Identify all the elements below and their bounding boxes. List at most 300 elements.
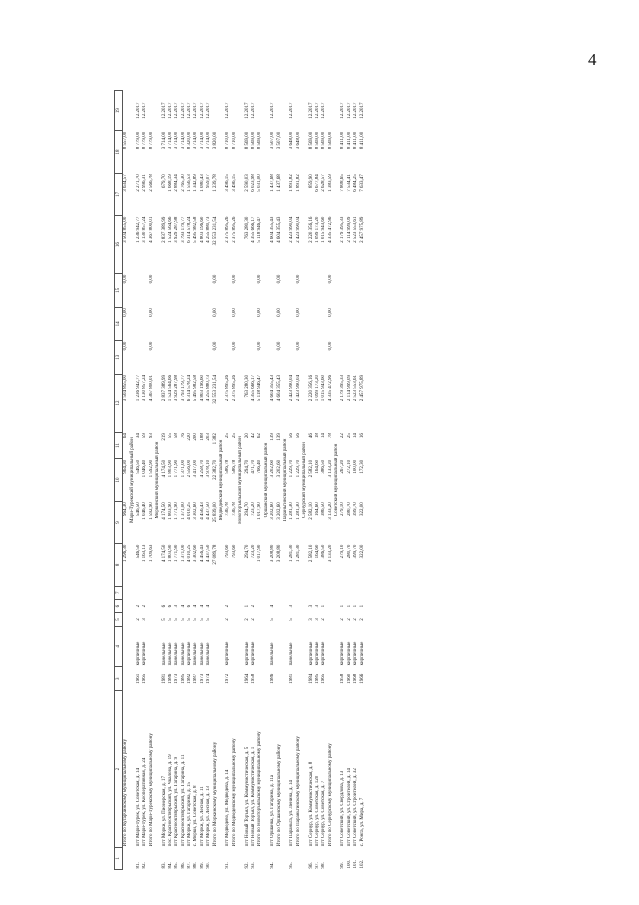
cell-col-7 xyxy=(359,586,365,599)
cell-col-18: 3 820,00 xyxy=(212,131,218,150)
cell-col-10: 1 803,90 xyxy=(167,459,173,478)
cell-col-1: 93. xyxy=(251,862,256,869)
table-row xyxy=(359,91,365,870)
column-number-row xyxy=(115,91,123,870)
cell-col-2: пгт Советский, ул. Строителей, д. 14 xyxy=(346,768,352,847)
cell-col-2: пгт Параньга, ул. Ленина, д. 14 xyxy=(289,780,295,847)
cell-col-4: кирпичные xyxy=(251,641,256,666)
cell-col-18: 3 714,00 xyxy=(199,131,205,150)
cell-col-5: 5 xyxy=(174,618,180,621)
cell-col-1: 82. xyxy=(142,862,148,869)
column-number-12: 12 xyxy=(115,374,123,432)
cell-col-2: пгт Медведево, ул. Медведева, д. 14 xyxy=(225,769,231,847)
cell-col-15: 0,00 xyxy=(276,274,282,284)
cell-col-18: 8 411,00 xyxy=(359,131,365,150)
cell-col-9: 546,50 xyxy=(135,502,141,516)
cell-col-1: 96. xyxy=(308,862,314,869)
cell-col-17: 2 628,57 xyxy=(321,174,327,192)
cell-col-13: 0,00 xyxy=(212,341,218,351)
cell-col-14: 0,00 xyxy=(148,308,154,317)
cell-col-4: панельные xyxy=(161,642,167,666)
cell-col-12: 2 114 999,09 xyxy=(346,375,352,402)
cell-col-9: 3 202,60 xyxy=(276,502,282,520)
cell-col-16: 1 524 564,66 xyxy=(167,216,173,243)
cell-col-16: 4 335 472,96 xyxy=(327,216,333,243)
cell-col-15: 0,00 xyxy=(123,274,129,284)
cell-col-1: 99. xyxy=(340,862,346,869)
cell-col-16: 5 118 946,47 xyxy=(257,216,263,243)
cell-col-5: 5 xyxy=(289,618,295,621)
cell-col-5: 2 xyxy=(353,618,359,621)
cell-col-8: 3 302,60 xyxy=(193,544,199,563)
column-number-17: 17 xyxy=(115,173,123,215)
cell-col-8: 4 456,43 xyxy=(199,544,205,563)
cell-col-14: 0,00 xyxy=(295,308,301,317)
cell-col-8: 3 133,20 xyxy=(327,544,333,563)
cell-col-15: 0,00 xyxy=(257,274,263,284)
cell-col-12: 1 099 173,20 xyxy=(314,375,320,402)
cell-col-10: 2 582,10 xyxy=(308,459,314,478)
cell-col-2: Итого по Новоторъяльскому муниципальному району xyxy=(257,731,263,847)
cell-col-15: 0,00 xyxy=(295,274,301,284)
column-number-8: 8 xyxy=(115,544,123,586)
cell-col-14 xyxy=(359,307,365,340)
cell-col-2: пгт Морки, ул. Гагарина, д. 15 xyxy=(187,781,193,847)
cell-col-11: 22 xyxy=(340,433,346,439)
cell-col-18: 8 569,00 xyxy=(321,131,327,150)
column-number-5: 5 xyxy=(115,613,123,626)
cell-col-10: 172,30 xyxy=(359,459,365,474)
page-number: 4 xyxy=(588,50,597,69)
cell-col-18: 8 320,00 xyxy=(187,131,193,150)
section-title: Советский муниципальный район xyxy=(334,443,340,517)
cell-col-18: 3 714,00 xyxy=(174,131,180,150)
cell-col-19: 12.2017 xyxy=(187,102,193,119)
cell-col-17: 1 342,89 xyxy=(193,174,199,192)
cell-col-8: 294,70 xyxy=(244,544,250,559)
cell-col-17: 1 891,82 xyxy=(295,174,301,192)
cell-col-12: 32 553 231,54 xyxy=(212,375,218,404)
column-number-2: 2 xyxy=(115,691,123,847)
cell-col-10: 267,20 xyxy=(340,459,346,474)
cell-col-9: 164,60 xyxy=(314,502,320,516)
column-number-1: 1 xyxy=(115,847,123,869)
cell-col-9: 736,78 xyxy=(225,502,231,516)
cell-col-16: 4 604 355,43 xyxy=(276,216,282,243)
cell-col-2: Итого по Оршанскому муниципальному району xyxy=(276,744,282,847)
cell-col-11: 139 xyxy=(276,433,282,441)
column-number-4: 4 xyxy=(115,626,123,666)
cell-col-18: 3 714,00 xyxy=(167,131,173,150)
cell-col-3: 1965 xyxy=(142,673,148,684)
cell-col-4 xyxy=(123,626,130,666)
cell-col-4: панельные xyxy=(180,642,186,666)
cell-col-5: 5 xyxy=(270,618,276,621)
cell-col-3: 1960 xyxy=(346,673,352,684)
cell-col-11: 20 xyxy=(244,433,250,439)
cell-col-9: 386,50 xyxy=(321,502,327,516)
cell-col-2: пгт Сернур, ул. Советская, д. 7 xyxy=(321,780,327,847)
cell-col-16: 32 553 231,54 xyxy=(212,216,218,246)
cell-col-12: 3 929 287,98 xyxy=(174,375,180,402)
cell-col-6: 1 xyxy=(359,604,365,608)
cell-col-1: 91. xyxy=(225,862,231,869)
cell-col-17: 2 996,31 xyxy=(142,174,148,192)
cell-col-9: 3 133,20 xyxy=(327,502,333,520)
cell-col-17: 1 556,53 xyxy=(187,174,193,192)
cell-col-6: 6 xyxy=(161,604,167,608)
cell-col-16: 4 803 196,60 xyxy=(199,216,205,243)
cell-col-19: 12.2017 xyxy=(340,102,346,119)
column-number-10: 10 xyxy=(115,459,123,501)
cell-col-11: 220 xyxy=(187,433,193,441)
cell-col-13: 0,00 xyxy=(327,341,333,351)
cell-col-6: 4 xyxy=(199,604,205,608)
cell-col-6: 1 xyxy=(244,604,250,608)
cell-col-16: 2 179 395,33 xyxy=(340,216,346,243)
cell-col-6: 4 xyxy=(270,604,276,608)
cell-col-2: пгт Сернур, ул. Коммунистическая, д. 8 xyxy=(308,761,314,847)
cell-col-16: 6 314 578,24 xyxy=(187,216,193,243)
cell-col-8: 1 281,30 xyxy=(295,544,301,563)
cell-col-8: 4 174,50 xyxy=(161,544,167,563)
cell-col-15: 0,00 xyxy=(148,274,154,284)
cell-col-6: 2 xyxy=(225,604,231,608)
cell-col-5: 5 xyxy=(161,618,167,621)
cell-col-17: 2 590,03 xyxy=(244,174,250,192)
cell-col-8: 1 803,90 xyxy=(167,544,173,563)
cell-col-3: 1958 xyxy=(340,673,346,684)
cell-col-16: 5 495 982,58 xyxy=(193,216,199,243)
cell-col-9: 4 010,25 xyxy=(187,502,193,520)
cell-col-17: 3 496,15 xyxy=(231,174,237,192)
cell-col-14: 0,00 xyxy=(212,308,218,317)
cell-col-12: 4 335 472,96 xyxy=(327,375,333,402)
cell-col-10: 100,00 xyxy=(353,459,359,474)
cell-col-2: пгт Оршанка, ул. Гагарина, д. 11а xyxy=(270,774,276,847)
cell-col-5: 5 xyxy=(193,618,199,621)
cell-col-11: 93 xyxy=(148,433,154,439)
cell-col-5: 5 xyxy=(199,618,205,621)
cell-col-10: 1 229,70 xyxy=(295,459,301,478)
cell-col-16: 763 280,30 xyxy=(244,216,250,240)
cell-col-1: 90. xyxy=(206,862,212,869)
cell-col-8: 1 709,63 xyxy=(148,544,154,563)
cell-col-16: 4 604 355,43 xyxy=(270,216,276,243)
cell-col-18: 8 779,00 xyxy=(142,131,148,150)
cell-col-16: 2 523 553,61 xyxy=(353,216,359,243)
cell-col-3: 1985 xyxy=(314,673,320,684)
cell-col-10: 1 771,90 xyxy=(174,459,180,478)
column-number-13: 13 xyxy=(115,341,123,374)
cell-col-9: 280,70 xyxy=(346,502,352,516)
cell-col-8: 1 371,00 xyxy=(180,544,186,563)
cell-col-5: 2 xyxy=(225,618,231,621)
cell-col-8: 2 582,10 xyxy=(308,544,314,563)
cell-col-5: 2 xyxy=(340,618,346,621)
cell-col-12: 763 280,30 xyxy=(244,375,250,398)
cell-col-9: 1 371,00 xyxy=(180,502,186,520)
cell-col-16: 3 929 287,98 xyxy=(174,216,180,243)
cell-col-2: Итого по Моркинскому муниципальному району xyxy=(212,741,218,847)
cell-col-10: 272,10 xyxy=(346,459,352,474)
cell-col-11: 76 xyxy=(180,433,186,439)
cell-col-18: 3 714,00 xyxy=(161,131,167,150)
cell-col-10: 3 417,00 xyxy=(193,459,199,478)
cell-col-12: 4 604 355,43 xyxy=(276,375,282,402)
cell-col-17: 3 634,57 xyxy=(123,174,129,192)
cell-col-9: 1 803,90 xyxy=(167,502,173,520)
cell-col-18: 8 557,00 xyxy=(123,131,129,150)
column-number-16: 16 xyxy=(115,216,123,274)
cell-col-4: кирпичные xyxy=(340,641,346,666)
cell-col-16: 2 423 990,04 xyxy=(289,216,295,243)
cell-col-14: 0,00 xyxy=(327,308,333,317)
cell-col-11: 56 xyxy=(295,433,301,439)
cell-col-19: 12.2017 xyxy=(314,102,320,119)
cell-col-11: 203 xyxy=(206,433,212,441)
cell-col-17: 1 383,59 xyxy=(327,174,333,192)
cell-col-4: кирпичные xyxy=(359,641,365,666)
cell-col-12: 1 015 943,60 xyxy=(321,375,327,402)
cell-col-10: 586,78 xyxy=(231,459,237,474)
cell-col-4: кирпичные xyxy=(135,641,141,666)
cell-col-9: 399,70 xyxy=(353,502,359,516)
cell-col-11: 14 xyxy=(353,433,359,439)
cell-col-19 xyxy=(123,91,130,131)
cell-col-16: 1 015 943,60 xyxy=(321,216,327,243)
cell-col-7 xyxy=(123,586,130,599)
cell-col-12: 2 523 553,61 xyxy=(353,375,359,402)
cell-col-5: 2 xyxy=(251,618,256,621)
cell-col-1: 94. xyxy=(270,862,276,869)
cell-col-5: 3 xyxy=(142,618,148,621)
cell-col-17: 6 677,84 xyxy=(314,174,320,192)
cell-col-3 xyxy=(123,666,130,691)
section-title: Мари-Турекский муниципальный район xyxy=(129,437,135,523)
cell-col-12: 6 314 578,24 xyxy=(187,375,193,402)
column-number-3: 3 xyxy=(115,666,123,691)
cell-col-1: 88. xyxy=(193,862,199,869)
cell-col-11: 59 xyxy=(142,433,148,439)
cell-col-17: 7 633,47 xyxy=(359,174,365,192)
cell-col-17: 1 080,43 xyxy=(199,174,205,192)
cell-col-14: 0,00 xyxy=(231,308,237,317)
cell-col-9: 1 771,90 xyxy=(174,502,180,520)
cell-col-17: 2 884,34 xyxy=(174,174,180,192)
cell-col-18: 8 710,00 xyxy=(231,131,237,150)
cell-col-19: 12.2017 xyxy=(359,102,365,119)
cell-col-10: 3 202,60 xyxy=(276,459,282,478)
cell-col-2: пгт Морки, ул. Лесная, д. 13 xyxy=(206,786,212,847)
cell-col-11: 25 xyxy=(231,433,237,439)
cell-col-6: 4 xyxy=(206,604,212,608)
cell-col-4: кирпичные xyxy=(225,641,231,666)
cell-col-13: 0,00 xyxy=(257,341,263,351)
cell-col-10: 1 229,70 xyxy=(289,459,295,478)
cell-col-3: 1981 xyxy=(289,673,295,684)
cell-col-9: 723,20 xyxy=(251,502,256,516)
section-title: Медведевский муниципальный район xyxy=(219,439,225,521)
cell-col-8: 386,50 xyxy=(321,544,327,559)
cell-col-8: 546,50 xyxy=(135,544,141,559)
column-number-9: 9 xyxy=(115,501,123,543)
cell-col-16: 3 504 855,00 xyxy=(123,216,129,243)
cell-col-11: 14 xyxy=(321,433,327,439)
cell-col-6: 2 xyxy=(135,604,141,608)
total-row xyxy=(123,91,130,870)
cell-col-2: Итого по Кугарчинскому муниципальному району xyxy=(123,739,129,847)
section-title: Сернурский муниципальный район xyxy=(302,442,308,518)
cell-col-19: 12.2017 xyxy=(353,102,359,119)
cell-col-11: 46 xyxy=(308,433,314,439)
cell-col-18: 8 411,00 xyxy=(340,131,346,150)
cell-col-12: 2 375 895,26 xyxy=(231,375,237,402)
section-title: Моркинский муниципальный район xyxy=(155,441,161,519)
cell-col-3: 1966 xyxy=(359,673,365,684)
cell-col-4: панельные xyxy=(174,642,180,666)
cell-col-4: панельные xyxy=(289,642,295,666)
cell-col-19: 12.2017 xyxy=(308,102,314,119)
cell-col-17: 1 668,19 xyxy=(167,174,173,192)
cell-col-17: 3 496,15 xyxy=(225,174,231,192)
section-title: Новоторъяльский муниципальный район xyxy=(238,436,244,524)
cell-col-3: 1968 xyxy=(353,673,359,684)
cell-col-10: 546,50 xyxy=(135,459,141,474)
column-number-18: 18 xyxy=(115,131,123,173)
cell-col-6: 2 xyxy=(142,604,148,608)
cell-col-5: 3 xyxy=(314,618,320,621)
cell-col-18: 8 569,00 xyxy=(314,131,320,150)
cell-col-12: 5 495 982,58 xyxy=(193,375,199,402)
cell-col-1: 98. xyxy=(321,862,327,869)
cell-col-4: панельные xyxy=(270,642,276,666)
cell-col-10: 1 592,90 xyxy=(148,459,154,478)
cell-col-18: 3 714,00 xyxy=(193,131,199,150)
cell-col-5: 2 xyxy=(244,618,250,621)
cell-col-9: 3 302,60 xyxy=(193,502,199,520)
cell-col-11: 25 xyxy=(346,433,352,439)
cell-col-12: 2 423 990,04 xyxy=(289,375,295,402)
cell-col-13: 0,00 xyxy=(231,341,237,351)
cell-col-10: 1 371,00 xyxy=(180,459,186,478)
cell-col-8: 4 437,50 xyxy=(206,544,212,563)
cell-col-3: 1965 xyxy=(321,673,327,684)
cell-col-9: 322,00 xyxy=(359,502,365,516)
cell-col-19: 12.2017 xyxy=(161,102,167,119)
cell-col-2: Итого по Медведевскому муниципальному району xyxy=(231,738,237,847)
cell-col-12: 3 130 857,24 xyxy=(142,375,148,402)
cell-col-3: 1985 xyxy=(180,673,186,684)
cell-col-11: 25 xyxy=(225,433,231,439)
cell-col-3: 1964 xyxy=(244,673,250,684)
cell-col-9: 1 281,30 xyxy=(289,502,295,520)
cell-col-6: 4 xyxy=(180,604,186,608)
cell-col-19: 12.2017 xyxy=(206,102,212,119)
cell-col-16: 3 130 857,24 xyxy=(142,216,148,243)
cell-col-10: 471,70 xyxy=(251,459,256,474)
cell-col-1: 81. xyxy=(135,862,141,869)
cell-col-2: пгт Советский, ул. Строителей, д. 32 xyxy=(353,768,359,847)
cell-col-5: 2 xyxy=(359,618,365,621)
cell-col-11: 1 382 xyxy=(212,433,218,445)
cell-col-18: 3 714,00 xyxy=(206,131,212,150)
cell-col-5: 5 xyxy=(206,618,212,621)
cell-col-17: 7 808,65 xyxy=(340,174,346,192)
cell-col-12: 4 803 196,60 xyxy=(199,375,205,402)
cell-col-16: 2 375 895,26 xyxy=(225,216,231,243)
cell-col-19: 12.2017 xyxy=(135,102,141,119)
cell-col-12: 2 457 975,89 xyxy=(359,375,365,402)
cell-col-6: 1 xyxy=(321,604,327,608)
cell-col-2: пгт Новый Торъял, ул. Коммунистическая, д. 5 xyxy=(244,746,250,847)
cell-col-2: пгт Краснооктябрьский, ул. Гагарина, д. 11 xyxy=(180,754,186,847)
cell-col-8: 280,70 xyxy=(346,544,352,559)
cell-col-17: 1 239,78 xyxy=(212,174,218,192)
cell-col-10: 766,40 xyxy=(257,459,263,474)
cell-col-12: 3 504 855,00 xyxy=(123,375,129,402)
cell-col-18: 8 569,00 xyxy=(257,131,263,150)
cell-col-8: 1 296,30 xyxy=(123,544,129,563)
cell-col-18: 8 710,00 xyxy=(225,131,231,150)
cell-col-2: пос. Краснооктябрьский, ул. Чкалова, д. 19 xyxy=(167,754,173,847)
cell-col-5: 5 xyxy=(180,618,186,621)
cell-col-10: 1 046,40 xyxy=(142,459,148,478)
cell-col-3: 1981 xyxy=(161,673,167,684)
cell-col-17: 2 566,78 xyxy=(148,174,154,192)
cell-col-4: панельные xyxy=(193,642,199,666)
cell-col-12: 4 355 666,17 xyxy=(251,375,256,402)
cell-col-16: 2 837 389,99 xyxy=(161,216,167,243)
cell-col-1: 92. xyxy=(244,862,250,869)
cell-col-2: Итого по Мари-Турекскому муниципальному району xyxy=(148,733,154,847)
cell-col-12: 2 375 895,26 xyxy=(225,375,231,402)
cell-col-19: 12.2017 xyxy=(193,102,199,119)
cell-col-6: 3 xyxy=(314,604,320,608)
cell-col-14: 0,00 xyxy=(123,308,129,317)
cell-col-16: 2 375 895,26 xyxy=(231,216,237,243)
cell-col-6: 6 xyxy=(187,604,193,608)
cell-col-11: 16 xyxy=(359,433,365,439)
cell-col-11: 64 xyxy=(123,433,129,439)
cell-col-11: 42 xyxy=(251,433,256,439)
cell-col-2: пгт Мари-Турек, ул. Кооперативная, д. 24 xyxy=(142,757,148,847)
cell-col-16: 2 423 990,04 xyxy=(295,216,301,243)
cell-col-9: 3 202,60 xyxy=(270,502,276,520)
cell-col-8: 164,60 xyxy=(314,544,320,559)
cell-col-3: 1986 xyxy=(167,673,173,684)
cell-col-8: 723,20 xyxy=(251,544,256,559)
cell-col-4: панельные xyxy=(199,642,205,666)
cell-col-8: 793,60 xyxy=(225,544,231,559)
cell-col-6 xyxy=(123,599,130,612)
cell-col-18: 8 569,00 xyxy=(327,131,333,150)
cell-col-13: 0,00 xyxy=(148,341,154,351)
column-number-6: 6 xyxy=(115,599,123,612)
cell-col-9: 1 592,90 xyxy=(148,502,154,520)
cell-col-4: панельные xyxy=(167,642,173,666)
cell-col-9: 25 839,00 xyxy=(212,502,218,523)
cell-col-11: 58 xyxy=(174,433,180,439)
cell-col-13 xyxy=(359,341,365,374)
cell-col-8: 1 163,13 xyxy=(142,544,148,563)
cell-col-5: 2 xyxy=(135,618,141,621)
cell-col-6: 3 xyxy=(308,604,314,608)
cell-col-2: Итого по Сернурскому муниципальному району xyxy=(327,743,333,847)
cell-col-18: 3 648,00 xyxy=(295,131,301,150)
cell-col-10: 3 978,10 xyxy=(206,459,212,478)
cell-col-2: пгт Новый Торъял, ул. Коммунистическая, д. 1 xyxy=(251,746,256,847)
